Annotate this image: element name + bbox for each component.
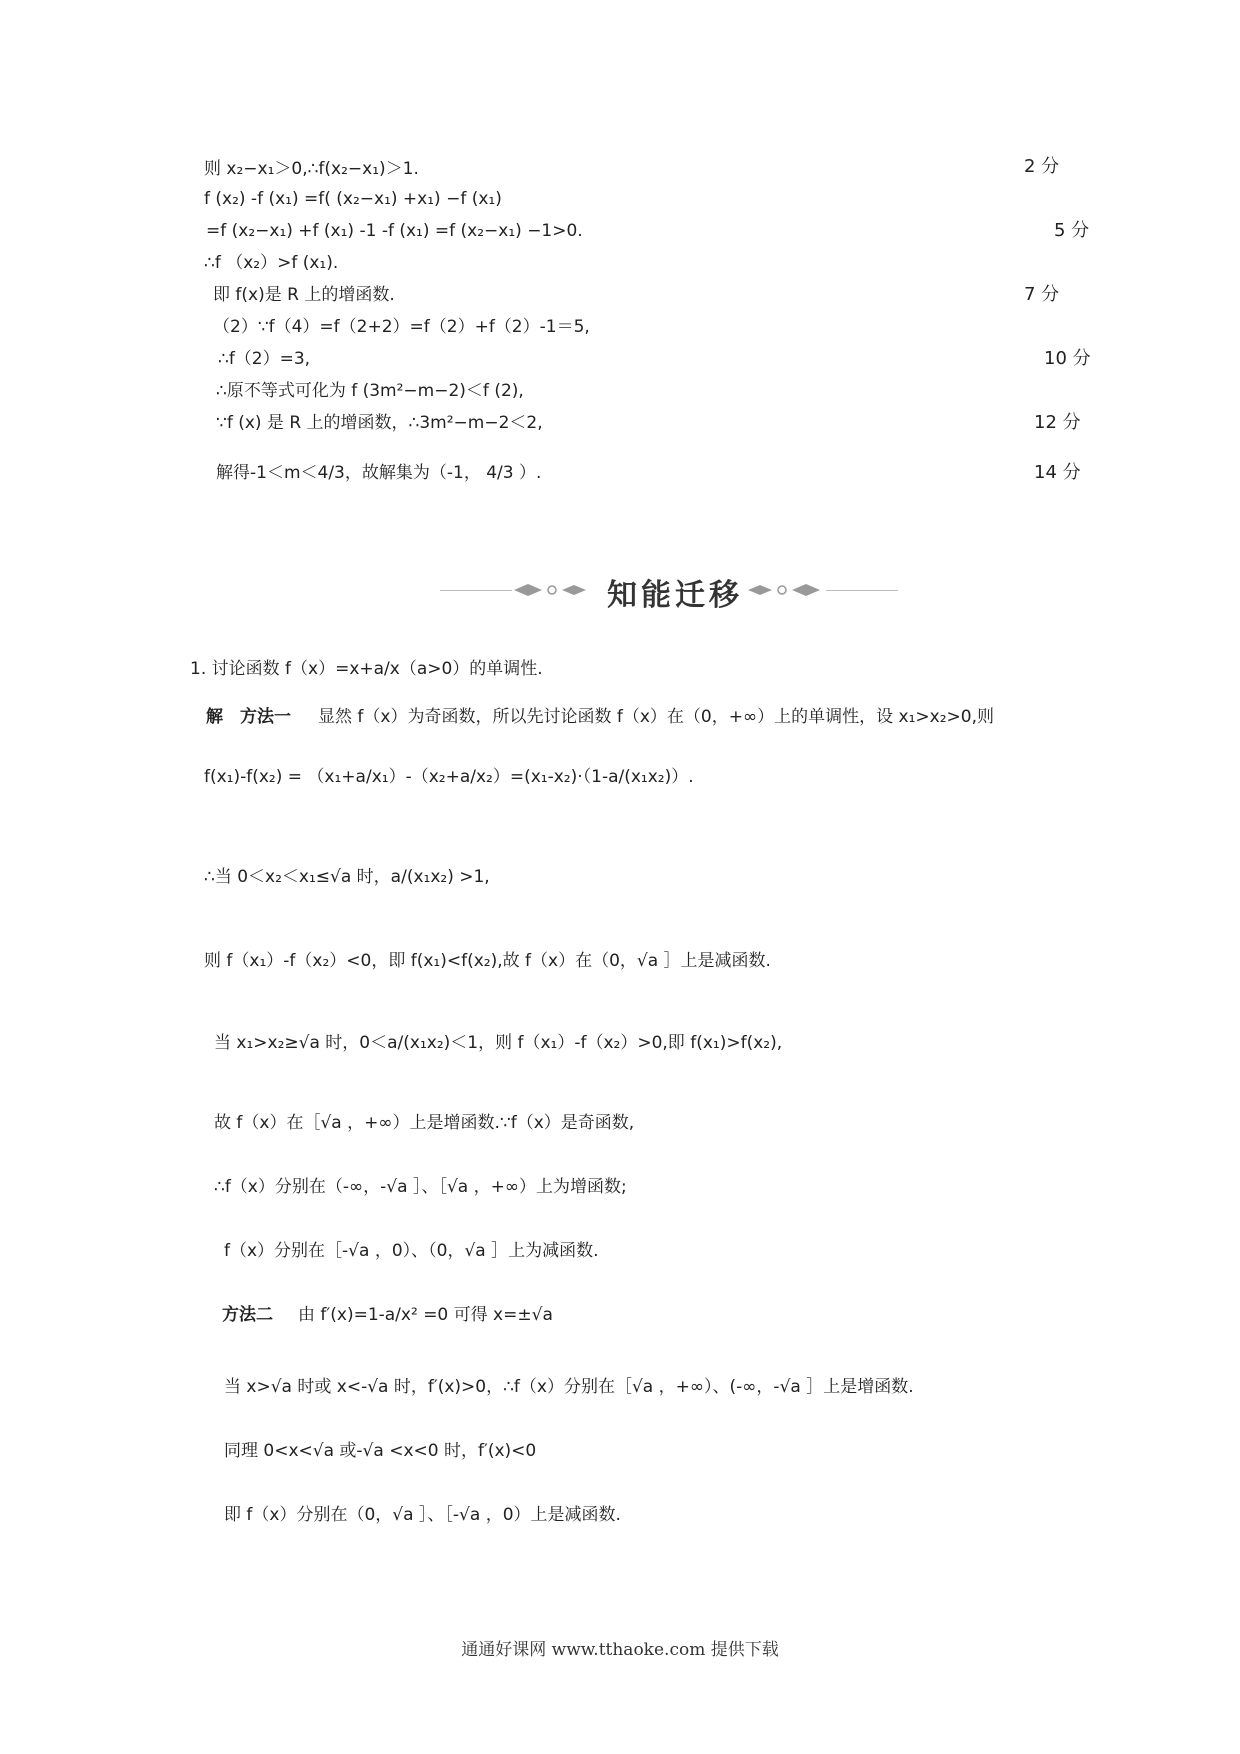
score-12: 12 分	[1034, 412, 1081, 433]
ornament-right-icon	[746, 580, 826, 600]
proof-line-6: （2）∵f（4）=f（2+2）=f（2）+f（2）-1＝5,	[213, 317, 590, 337]
proof-line-9: ∵f (x) 是 R 上的增函数，∴3m²−m−2＜2,	[216, 413, 543, 433]
proof-line-4: ∴f （x₂）>f (x₁).	[204, 253, 339, 273]
proof-line-3: =f (x₂−x₁) +f (x₁) -1 -f (x₁) =f (x₂−x₁) −1>0.	[206, 221, 583, 241]
proof-line-10: 解得-1＜m＜4/3，故解集为（-1， 4/3 ）.	[216, 463, 542, 483]
method1-line-1: 显然 f（x）为奇函数，所以先讨论函数 f（x）在（0，+∞）上的单调性，设 x₁>x₂>0,则	[318, 707, 994, 727]
score-14: 14 分	[1034, 462, 1081, 483]
method2-line-1: 由 f′(x)=1-a/x² =0 可得 x=±√a	[298, 1305, 553, 1325]
section-header	[0, 566, 1240, 614]
header-rule-right	[826, 590, 898, 591]
method2-line-4: 即 f（x）分别在（0，√a ］、［-√a ，0）上是减函数.	[224, 1505, 621, 1525]
proof-line-2: f (x₂) -f (x₁) =f( (x₂−x₁) +x₁) −f (x₁)	[204, 189, 502, 209]
score-5: 5 分	[1054, 220, 1090, 241]
ornament-left-icon	[512, 580, 592, 600]
method1-line-8: f（x）分别在［-√a ，0）、（0，√a ］上为减函数.	[224, 1241, 599, 1261]
method1-line-3: ∴当 0＜x₂＜x₁≤√a 时，a/(x₁x₂) >1,	[204, 867, 490, 887]
page-footer: 通通好课网 www.tthaoke.com 提供下载	[461, 1640, 779, 1660]
method1-line-5: 当 x₁>x₂≥√a 时，0＜a/(x₁x₂)＜1，则 f（x₁）-f（x₂）>0,即 f(x₁)>f(x₂),	[214, 1033, 783, 1053]
method1-label: 解 方法一	[206, 707, 291, 727]
method1-line-6: 故 f（x）在［√a ，+∞）上是增函数.∵f（x）是奇函数,	[214, 1113, 635, 1133]
proof-line-7: ∴f（2）=3,	[218, 349, 311, 369]
score-10: 10 分	[1044, 348, 1091, 369]
proof-line-5: 即 f(x)是 R 上的增函数.	[213, 285, 395, 305]
method2-line-2: 当 x>√a 时或 x<-√a 时，f′(x)>0，∴f（x）分别在［√a ，+∞）、(-∞，-√a ］上是增函数.	[224, 1377, 914, 1397]
exercise-question: 1. 讨论函数 f（x）=x+a/x（a>0）的单调性.	[190, 659, 543, 679]
method1-line-2: f(x₁)-f(x₂) = （x₁+a/x₁）-（x₂+a/x₂）=(x₁-x₂)·（1-a/(x₁x₂)）.	[204, 767, 694, 787]
score-7: 7 分	[1024, 284, 1060, 305]
section-title: 知能迁移	[607, 578, 743, 613]
method1-line-4: 则 f（x₁）-f（x₂）<0，即 f(x₁)<f(x₂),故 f（x）在（0，√a ］上是减函数.	[204, 951, 771, 971]
proof-line-8: ∴原不等式可化为 f (3m²−m−2)＜f (2),	[216, 381, 524, 401]
score-2: 2 分	[1024, 156, 1060, 177]
proof-line-1: 则 x₂−x₁＞0,∴f(x₂−x₁)＞1.	[204, 159, 419, 179]
method2-line-3: 同理 0<x<√a 或-√a <x<0 时，f′(x)<0	[224, 1441, 537, 1461]
method1-line-7: ∴f（x）分别在（-∞，-√a ］、［√a ，+∞）上为增函数;	[214, 1177, 627, 1197]
header-rule-left	[440, 590, 512, 591]
method2-label: 方法二	[222, 1305, 273, 1325]
